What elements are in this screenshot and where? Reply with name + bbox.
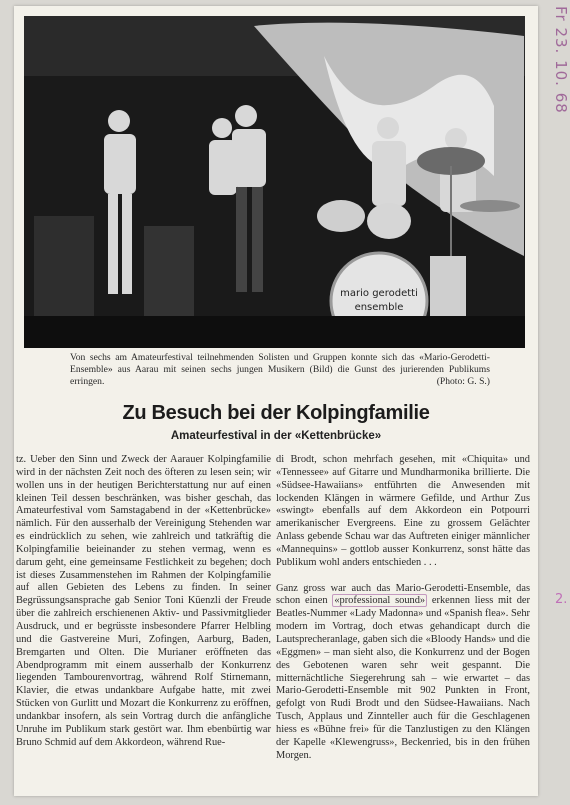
article-column-1 <box>14 454 271 749</box>
article-paragraph-1: tz. Ueber den Sinn und Zweck der Aarauer Kolpingfamilie wird in der nächsten Zeit noch des öfteren zu lesen sein; wir wollen uns in der heutigen Berichterstattung nur auf einen kleinen Teil dessen beschränken, was bisher geschah, das Amateurfestival vom Samstagabend in der «Kettenbrücke» nämlich. Für den ausserhalb der Vereinigung Stehenden war es eindrücklich zu sehen, wie zahlreich und tatkräftig die Kolpingfamilie beieinander zu stehen vermag, wenn es darum geht, eine gemeinsame Festlichkeit zu begehen; doch ist dieses Zusammenstehen im Rahmen der Kolpingfamilie auf allen Gebieten des Lebens zu finden. In seiner Begrüssungsansprache gab Senior Toni Küenzli der Freude über die zahlreich erschienenen Aktiv- und Passivmitglieder Ausdruck, und er begrüsste insbesondere Pfarrer Helbling und die Gastvereine Muri, Zofingen, Aarburg, Baden, Bremgarten und Olten. Die Murianer eröffneten das Abendprogramm mit einem ausserhalb der Konkurrenz liegenden Tambourenvortrag, während Rolf Stirnemann, Klavier, die etwas undankbare Aufgabe hatte, mit zwei Stücken von Gurlitt und Mozart die Konkurrenz zu eröffnen, undankbar insofern, als sein Vortrag durch die anfängliche Unruhe im Publikum stark gestört war. Ihm ebenbürtig war Bruno Schmid auf dem Akkordeon, während Rue- <box>16 454 271 748</box>
photo-credit: (Photo: G. S.) <box>436 376 490 387</box>
band-photo <box>24 16 525 348</box>
caption-text: Von sechs am Amateurfestival teilnehmenden Solisten und Gruppen konnte sich das «Mario-Gerodetti-Ensemble» aus Aarau mit seinen sechs jungen Musikern (Bild) die Gunst des jurierenden Publikums erringen. <box>70 352 490 387</box>
highlighted-phrase: «professional sound» <box>334 595 426 607</box>
article-paragraph-3 <box>276 583 530 763</box>
margin-mark: 2. <box>555 592 568 607</box>
paragraph-3-rest: erkennen liess mit der Beatles-Nummer «Lady Madonna» und «Spanish flea». Sehr modern im Vortrag, doch etwas gehandicapt durch die Lautsprecheranlage, gaben sich die «Bloody Hands» und die «Eggmen» – man sieht also, die Konkurrenz und der Bogen des Gebotenen waren sehr weit gespannt. Die mitternächtliche Siegerehrung sah – wie erwartet – das Mario-Gerodetti-Ensemble mit 902 Punkten in Front, gefolgt von Rudi Brodt und den Südsee-Hawaiians. Nach Tusch, Applaus und Zinnteller auch für die Geschlagenen hiess es «Bühne frei» für die Tanzlustigen zu den Klängen der Kapelle «Klewengruss», Beckenried, bis in den frühen Morgen. <box>276 595 530 761</box>
subheadline: Amateurfestival in der «Kettenbrücke» <box>170 430 382 442</box>
drum-text-line2: ensemble <box>354 302 404 313</box>
band-photo-image <box>24 16 525 348</box>
photo-caption <box>70 352 490 388</box>
paragraph-3-start: Ganz gross war auch das Mario-Gerodetti-Ensemble, das schon einen <box>276 582 530 607</box>
newspaper-clipping <box>14 6 538 796</box>
drum-text-line1: mario gerodetti <box>340 288 418 299</box>
article-column-2 <box>276 454 530 762</box>
handwritten-date-note: Fr 23. 10. 68 <box>552 6 570 114</box>
article-paragraph-2: di Brodt, schon mehrfach gesehen, mit «Chiquita» und «Tennessee» auf Gitarre und Mundharmonika brillierte. Die «Südsee-Hawaiians» entführten die Anwesenden mit lockenden Klängen in wärmere Gefilde, und Arthur Zus «swingt» ebenfalls auf dem Akkordeon ein Potpourri amerikanischer Evergreens. Eine zu grossem Gelächter Anlass gebende Schau war das Auftreten einiger männlicher «Mannequins» – gottlob ausser Konkurrenz, sonst hätte das Publikum wohl anders entschieden . . . <box>276 454 530 568</box>
headline: Zu Besuch bei der Kolpingfamilie <box>122 402 430 424</box>
